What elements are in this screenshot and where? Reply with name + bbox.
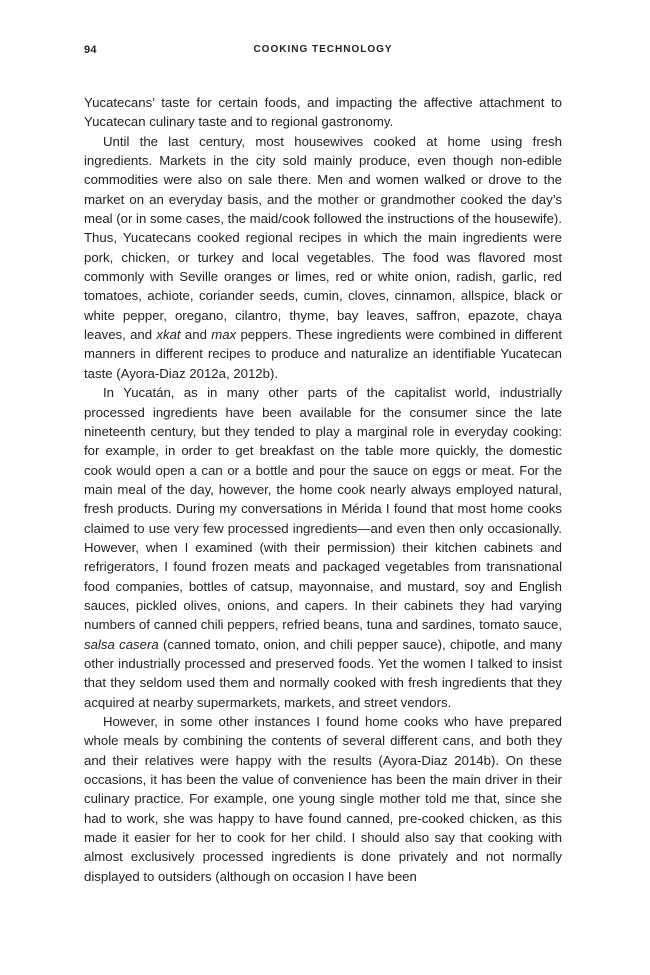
running-head: COOKING TECHNOLOGY	[253, 44, 393, 55]
paragraph-4	[84, 712, 562, 886]
text-run: peppers. These ingredients were combined in different manners in different recipes to produce and naturalize an identifiable Yucatecan taste (Ayora-Diaz 2012a, 2012b).	[84, 327, 562, 381]
text-run: and	[180, 327, 212, 343]
paragraph-3	[84, 383, 562, 712]
text-run: (canned tomato, onion, and chili pepper sauce), chipotle, and many other industrially processed and preserved foods. Yet the women I talked to insist that they seldom used them and normally cooked with fresh ingredients that they acquired at nearby supermarkets, markets, and street vendors.	[84, 636, 562, 710]
body-text	[84, 93, 562, 886]
italic-term: xkat	[156, 327, 181, 343]
page-header	[84, 44, 562, 60]
paragraph-2	[84, 132, 562, 383]
text-run: Yucatecans’ taste for certain foods, and impacting the affective attachment to Yucatecan culinary taste and to regional gastronomy.	[84, 95, 562, 130]
text-run: Until the last century, most housewives cooked at home using fresh ingredients. Markets in the city sold mainly produce, even though non-edible commodities were also on sale there. Men and women walked or drove to the market on an everyday basis, and the mother or grandmother cooked the day’s meal (or in some cases, the maid/cook followed the instructions of the housewife). Thus, Yucatecans cooked regional recipes in which the main ingredients were pork, chicken, or turkey and local vegetables. The food was flavored most commonly with Seville oranges or limes, red or white onion, radish, garlic, red tomatoes, achiote, coriander seeds, cumin, cloves, cinnamon, allspice, black or white pepper, oregano, cilantro, thyme, bay leaves, saffron, epazote, chaya leaves, and	[84, 133, 562, 343]
page-number: 94	[84, 44, 97, 56]
italic-term: max	[211, 327, 237, 343]
italic-term: salsa casera	[84, 636, 159, 652]
text-run: In Yucatán, as in many other parts of the capitalist world, industrially processed ingredients have been available for the consumer since the late nineteenth century, but they tended to play a marginal role in everyday cooking: for example, in order to get breakfast on the table more quickly, the domestic cook would open a can or a bottle and pour the sauce on eggs or meat. For the main meal of the day, however, the home cook nearly always employed natural, fresh products. During my conversations in Mérida I found that most home cooks claimed to use very few processed ingredients—and even then only occasionally. However, when I examined (with their permission) their kitchen cabinets and refrigerators, I found frozen meats and packaged vegetables from transnational food companies, bottles of catsup, mayonnaise, and mustard, soy and English sauces, pickled olives, onions, and capers. In their cabinets they had varying numbers of canned chili peppers, refried beans, tuna and sardines, tomato sauce,	[84, 385, 562, 633]
paragraph-1	[84, 93, 562, 132]
text-run: However, in some other instances I found home cooks who have prepared whole meals by combining the contents of several different cans, and both they and their relatives were happy with the results (Ayora-Diaz 2014b). On these occasions, it has been the value of convenience has been the main driver in their culinary practice. For example, one young single mother told me that, since she had to work, she was happy to have found canned, pre-cooked chicken, as this made it easier for her to cook for her child. I should also say that cooking with almost exclusively processed ingredients is done privately and not normally displayed to outsiders (although on occasion I have been	[84, 714, 562, 884]
